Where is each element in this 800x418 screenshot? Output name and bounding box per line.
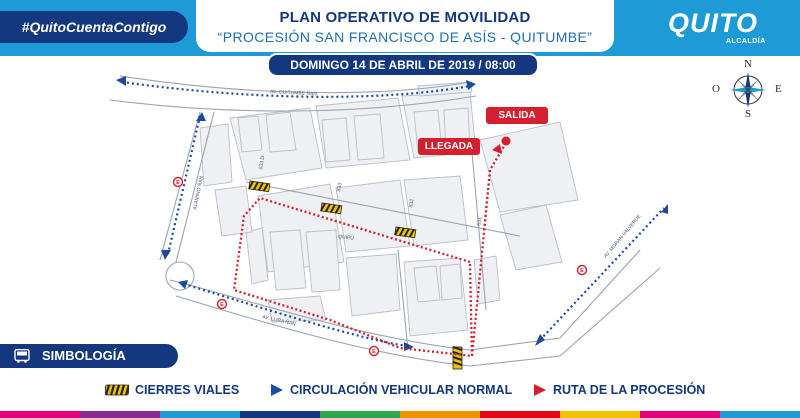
parking-label: E — [220, 302, 224, 308]
legend-title: SIMBOLOGÍA — [42, 348, 126, 363]
street-label-s33: S33 — [336, 182, 344, 193]
page-subtitle: “PROCESIÓN SAN FRANCISCO DE ASÍS - QUITUMBE” — [217, 29, 593, 45]
compass-west: O — [712, 83, 720, 95]
street-label-moran-valverde: AV. MORAN VALVERDE — [602, 213, 643, 260]
stripe-segment — [0, 411, 80, 418]
start-callout: SALIDA — [486, 107, 548, 124]
parking-label: E — [176, 180, 180, 186]
stripe-segment — [720, 411, 800, 418]
street-label-quitumbe: AV. QUITUMBE ÑAN — [269, 89, 318, 98]
stripe-segment — [240, 411, 320, 418]
street-label-llira: AV. LLIRA ÑAN — [261, 314, 297, 328]
legend-label: CIERRES VIALES — [135, 383, 240, 397]
parking-label: E — [580, 268, 584, 274]
street-label-alamino: ALAMINO ÑAN — [192, 175, 206, 211]
stripe-segment — [80, 411, 160, 418]
stripe-segment — [480, 411, 560, 418]
stripe-segment — [640, 411, 720, 418]
red-arrow-icon — [533, 383, 547, 397]
quito-logo — [640, 6, 800, 50]
stripe-segment — [400, 411, 480, 418]
legend-label: RUTA DE LA PROCESIÓN — [553, 383, 706, 397]
stripe-segment — [160, 411, 240, 418]
end-callout: LLEGADA — [418, 138, 480, 155]
page-title: PLAN OPERATIVO DE MOVILIDAD — [279, 9, 531, 26]
footer-color-stripe — [0, 411, 800, 418]
legend-title-bar — [0, 344, 178, 368]
stripe-segment — [320, 411, 400, 418]
hashtag-badge: #QuitoCuentaContigo — [0, 11, 188, 43]
logo-wordmark: QUITO — [668, 8, 759, 38]
event-date: DOMINGO 14 DE ABRIL DE 2019 / 08:00 — [267, 53, 539, 77]
street-label-s31: S31 — [476, 216, 484, 227]
compass-east: E — [775, 83, 782, 95]
street-label-s33d: S33 D — [258, 155, 267, 171]
bus-icon — [14, 349, 30, 363]
compass-rose — [708, 58, 788, 122]
logo-subtitle: ALCALDÍA — [726, 38, 766, 45]
legend-label: CIRCULACIÓN VEHICULAR NORMAL — [290, 383, 513, 397]
street-label-s32: S32 — [408, 198, 416, 209]
stripe-segment — [560, 411, 640, 418]
street-label-quipu: QUIPU — [337, 234, 355, 242]
road-closure-icon — [105, 384, 129, 396]
compass-north: N — [744, 58, 752, 70]
blue-arrow-icon — [270, 383, 284, 397]
compass-south: S — [745, 108, 752, 120]
title-panel — [196, 0, 614, 52]
parking-label: E — [372, 349, 376, 355]
